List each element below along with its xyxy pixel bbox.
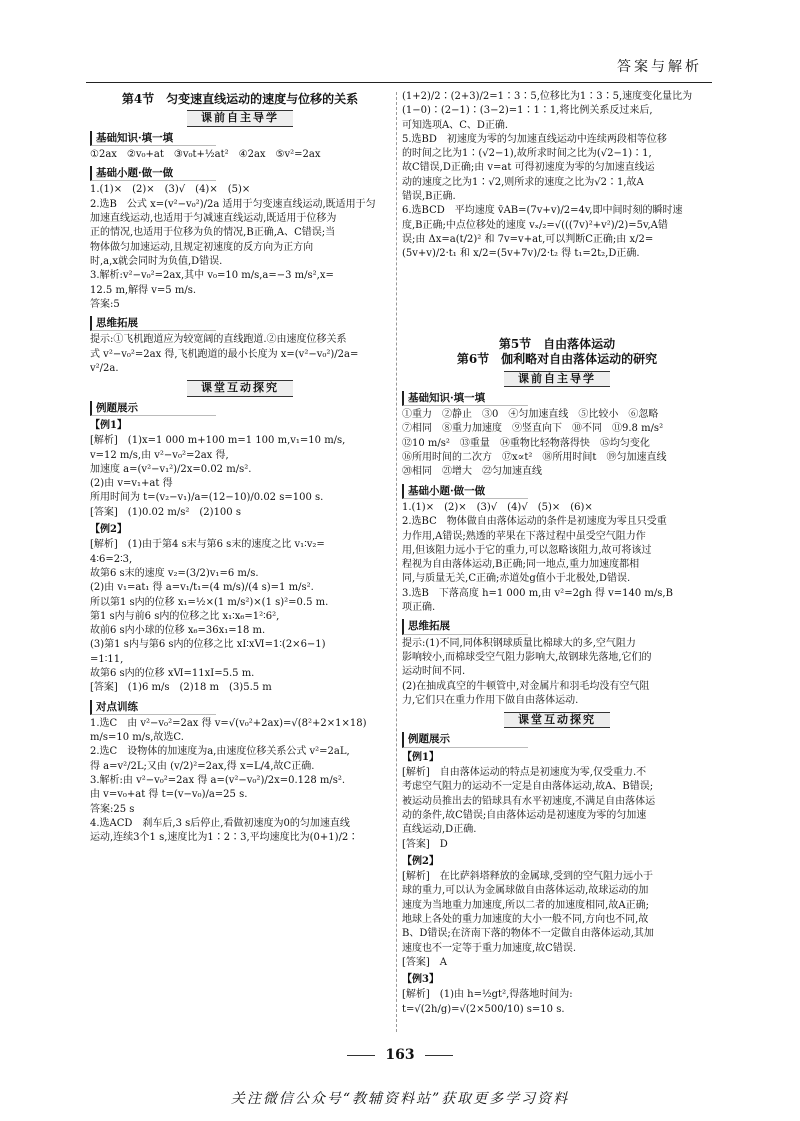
text-line: 故第6 s末的速度 v₂=(3/2)v₁=6 m/s. bbox=[90, 567, 259, 579]
text-line: 被运动员推出去的铅球具有水平初速度,不满足自由落体运 bbox=[402, 795, 656, 807]
thinking-answers-2 bbox=[402, 637, 712, 708]
text-line: B、D错误;在济南下落的物体不一定做自由落体运动,其加 bbox=[402, 928, 654, 940]
basic-small-heading: 基础小题·做一做 bbox=[90, 166, 216, 181]
continuation-answers bbox=[402, 90, 712, 262]
text-line: (3)第1 s内与第6 s内的位移之比 xⅠ∶xⅥ=1∶(2×6−1) bbox=[90, 639, 326, 651]
right-column-main bbox=[402, 336, 712, 1036]
thinking-answers bbox=[90, 333, 390, 376]
section-title-6: 第6节 伽利略对自由落体运动的研究 bbox=[456, 352, 658, 367]
example-heading: 例题展示 bbox=[90, 401, 216, 416]
text-line: 3.解析:v²−v₀²=2ax,其中 v₀=10 m/s,a=−3 m/s²,x= bbox=[90, 270, 334, 282]
drill-heading: 对点训练 bbox=[90, 700, 216, 715]
text-line: ①重力 ②静止 ③0 ④匀加速直线 ⑤比较小 ⑥忽略 bbox=[402, 409, 659, 421]
basic-small-answers-2 bbox=[402, 501, 712, 615]
text-line: 的时间之比为1∶(√2−1),故所求时间之比为(√2−1)∶1, bbox=[402, 148, 652, 160]
example-1-body bbox=[90, 434, 390, 520]
basic-small-answers bbox=[90, 183, 390, 312]
text-line: 4.选ACD 刹车后,3 s后停止,看做初速度为0的匀加速直线 bbox=[90, 817, 350, 829]
text-line: 5.选BD 初速度为零的匀加速直线运动中连续两段相等位移 bbox=[402, 133, 667, 145]
text-line: [答案] (1)6 m/s (2)18 m (3)5.5 m bbox=[90, 682, 272, 694]
text-line: 可知选项A、C、D正确. bbox=[402, 119, 509, 131]
text-line: 程视为自由落体运动,B正确;同一地点,重力加速度都相 bbox=[402, 559, 640, 571]
text-line: 速度为当地重力加速度,所以二者的加速度相同,故A正确; bbox=[402, 899, 649, 911]
left-column bbox=[90, 90, 390, 1040]
text-line: 故前6 s内小球的位移 x₆=36x₁=18 m. bbox=[90, 625, 266, 637]
example-1-body-2 bbox=[402, 766, 712, 852]
example-heading-2: 例题展示 bbox=[402, 732, 528, 747]
text-line: 力作用,A错误;熟透的苹果在下落过程中虽受空气阻力作 bbox=[402, 530, 646, 542]
text-line: (2)在抽成真空的牛顿管中,对金属片和羽毛均没有空气阻 bbox=[402, 680, 650, 692]
text-line: 6.选BCD 平均速度 v̄AB=(7v+v)/2=4v,即中间时刻的瞬时速 bbox=[402, 205, 683, 217]
text-line: 速度也不一定等于重力加速度,故C错误. bbox=[402, 942, 577, 954]
example-3-label: 【例3】 bbox=[402, 974, 439, 986]
column-divider bbox=[396, 92, 397, 1032]
text-line: 项正确. bbox=[402, 602, 436, 614]
text-line: 影响较小,而棉球受空气阻力影响大,故钢球先落地,它们的 bbox=[402, 651, 652, 663]
text-line: 2.选BC 物体做自由落体运动的条件是初速度为零且只受重 bbox=[402, 516, 667, 528]
text-line: [解析] 自由落体运动的特点是初速度为零,仅受重力.不 bbox=[402, 767, 647, 779]
page-number: 163 bbox=[0, 1047, 800, 1063]
text-line: 提示:(1)不同,同体积钢球质量比棉球大的多,空气阻力 bbox=[402, 637, 636, 649]
drill-body bbox=[90, 717, 390, 846]
text-line: 时,a,x就会同时为负值,D错误. bbox=[90, 255, 223, 267]
text-line: (5v+v)/2·t₁ 和 x/2=(5v+7v)/2·t₂ 得 t₁=2t₂,D正确. bbox=[402, 248, 640, 260]
text-line: 4∶6=2∶3, bbox=[90, 553, 133, 565]
text-line: 1.(1)× (2)× (3)√ (4)√ (5)× (6)× bbox=[402, 501, 593, 513]
example-3-body bbox=[402, 988, 712, 1017]
text-line: (1−0)∶(2−1)∶(3−2)=1∶1∶1,将比例关系反过来后, bbox=[402, 105, 653, 117]
text-line: 加速度 a=(v²−v₁²)/2x=0.02 m/s². bbox=[90, 463, 252, 475]
basic-knowledge-heading: 基础知识·填一填 bbox=[90, 131, 216, 146]
text-line: 动的速度之比为1∶√2,则所求的速度之比为√2∶1,故A bbox=[402, 176, 644, 188]
text-line: 误;由 Δx=a(t/2)² 和 7v=v+at,可以判断C正确;由 x/2= bbox=[402, 233, 654, 245]
text-line: 直线运动,D正确. bbox=[402, 824, 477, 836]
text-line: v=12 m/s,由 v²−v₀²=2ax 得, bbox=[90, 449, 229, 461]
text-line: 式 v²−v₀²=2ax 得,飞机跑道的最小长度为 x=(v²−v₀²)/2a= bbox=[90, 348, 359, 360]
text-line: 1.选C 由 v²−v₀²=2ax 得 v=√(v₀²+2ax)=√(8²+2×1×18) bbox=[90, 717, 367, 729]
text-line: 物体做匀加速运动,且规定初速度的反方向为正方向 bbox=[90, 241, 314, 253]
text-line: m/s=10 m/s,故选C. bbox=[90, 732, 184, 744]
header-title: 答案与解析 bbox=[617, 59, 702, 75]
text-line: 答案:25 s bbox=[90, 803, 135, 815]
text-line: 动的条件,故C错误;自由落体运动是初速度为零的匀加速 bbox=[402, 809, 647, 821]
example-2-label-2: 【例2】 bbox=[402, 855, 439, 867]
text-line: 正的情况,也适用于位移为负的情况,B正确,A、C错误;当 bbox=[90, 227, 336, 239]
text-line: t=√(2h/g)=√(2×500/10) s=10 s. bbox=[402, 1003, 565, 1015]
text-line: [答案] A bbox=[402, 956, 448, 968]
text-line: =1∶11, bbox=[90, 653, 124, 665]
text-line: 度,B正确;中点位移处的速度 vₓ/₂=√(((7v)²+v²)/2)=5v,A错 bbox=[402, 219, 668, 231]
text-line: 加速直线运动,也适用于匀减速直线运动,既适用于位移为 bbox=[90, 213, 337, 225]
text-line: (2)由 v₁=at₁ 得 a=v₁/t₁=(4 m/s)/(4 s)=1 m/s². bbox=[90, 582, 314, 594]
text-line: 第1 s内与前6 s内的位移之比 x₁∶x₆=1²∶6², bbox=[90, 610, 280, 622]
text-line: (2)由 v=v₁+at 得 bbox=[90, 478, 173, 490]
text-line: (1+2)/2∶(2+3)/2=1∶3∶5,位移比为1∶3∶5,速度变化量比为 bbox=[402, 91, 693, 102]
text-line: 用,但该阻力远小于它的重力,可以忽略该阻力,故可将该过 bbox=[402, 544, 652, 556]
example-1-label-2: 【例1】 bbox=[402, 751, 439, 763]
thinking-heading-2: 思维拓展 bbox=[402, 619, 528, 634]
example-1-label: 【例1】 bbox=[90, 419, 127, 431]
text-line: ⑦相同 ⑧重力加速度 ⑨竖直向下 ⑩不同 ⑪9.8 m/s² bbox=[402, 423, 664, 435]
text-line: 故C错误,D正确;由 v=at 可得初速度为零的匀加速直线运 bbox=[402, 162, 655, 174]
text-line: 2.选B 公式 x=(v²−v₀²)/2a 适用于匀变速直线运动,既适用于匀 bbox=[90, 198, 376, 210]
text-line: ⑫10 m/s² ⑬重量 ⑭重物比轻物落得快 ⑮均匀变化 bbox=[402, 437, 650, 449]
text-line: 所用时间为 t=(v₂−v₁)/a=(12−10)/0.02 s=100 s. bbox=[90, 492, 324, 504]
text-line: ⑯所用时间的二次方 ⑰x∝t² ⑱所用时间t ⑲匀加速直线 bbox=[402, 452, 667, 464]
banner-classroom-2: 课堂互动探究 bbox=[402, 712, 712, 728]
text-line: [解析] 在比萨斜塔释放的金属球,受到的空气阻力远小于 bbox=[402, 871, 653, 883]
text-line: 球的重力,可以认为金属球做自由落体运动,故球运动的加 bbox=[402, 885, 649, 897]
text-line: [解析] (1)x=1 000 m+100 m=1 100 m,v₁=10 m/s, bbox=[90, 435, 346, 447]
banner-preview-2: 课前自主导学 bbox=[402, 371, 712, 387]
example-2-label: 【例2】 bbox=[90, 524, 127, 536]
basic-knowledge-answers: ①2ax ②v₀+at ③v₀t+½at² ④2ax ⑤v²=2ax bbox=[90, 148, 321, 160]
text-line: v²/2a. bbox=[90, 363, 119, 375]
text-line: 答案:5 bbox=[90, 298, 120, 310]
text-line: [答案] (1)0.02 m/s² (2)100 s bbox=[90, 506, 241, 518]
example-2-body-2 bbox=[402, 870, 712, 970]
page-header bbox=[86, 52, 712, 83]
text-line: 地球上各处的重力加速度的大小一般不同,方向也不同,故 bbox=[402, 913, 649, 925]
text-line: 1.(1)× (2)× (3)√ (4)× (5)× bbox=[90, 184, 251, 196]
text-line: [解析] (1)由于第4 s末与第6 s末的速度之比 v₁∶v₂= bbox=[90, 539, 325, 551]
fill-answers bbox=[402, 408, 712, 479]
text-line: 力,它们只在重力作用下做自由落体运动. bbox=[402, 694, 579, 706]
text-line: 同,与质量无关,C正确;赤道处g值小于北极处,D错误. bbox=[402, 573, 631, 585]
section-title-5: 第5节 自由落体运动 bbox=[498, 337, 616, 351]
basic-knowledge-heading-2: 基础知识·填一填 bbox=[402, 391, 528, 406]
text-line: 12.5 m,解得 v=5 m/s. bbox=[90, 284, 197, 296]
text-line: 得 a=v²/2L;又由 (v/2)²=2ax,得 x=L/4,故C正确. bbox=[90, 760, 315, 772]
text-line: 运动,连续3个1 s,速度比为1∶2∶3,平均速度比为(0+1)/2∶ bbox=[90, 832, 359, 844]
text-line: [解析] (1)由 h=½gt²,得落地时间为: bbox=[402, 989, 573, 1001]
text-line: 错误,B正确. bbox=[402, 191, 456, 203]
banner-preview: 课前自主导学 bbox=[90, 110, 390, 126]
text-line: 考虑空气阻力的运动不一定是自由落体运动,故A、B错误; bbox=[402, 781, 654, 793]
text-line: 运动时间不同. bbox=[402, 666, 466, 678]
text-line: 所以第1 s内的位移 x₁=½×(1 m/s²)×(1 s)²=0.5 m. bbox=[90, 596, 329, 608]
text-line: 故第6 s内的位移 xⅥ=11xⅠ=5.5 m. bbox=[90, 667, 255, 679]
section-title-4: 第4节 匀变速直线运动的速度与位移的关系 bbox=[121, 92, 359, 106]
banner-classroom: 课堂互动探究 bbox=[90, 380, 390, 396]
text-line: 3.解析:由 v²−v₀²=2ax 得 a=(v²−v₀²)/2x=0.128 m/s². bbox=[90, 775, 346, 787]
text-line: [答案] D bbox=[402, 838, 448, 850]
footer-note: 关注微信公众号“教辅资料站”获取更多学习资料 bbox=[230, 1091, 570, 1107]
text-line: 3.选B 下落高度 h=1 000 m,由 v²=2gh 得 v=140 m/s,B bbox=[402, 587, 673, 599]
thinking-heading: 思维拓展 bbox=[90, 316, 216, 331]
text-line: 由 v=v₀+at 得 t=(v−v₀)/a=25 s. bbox=[90, 789, 248, 801]
example-2-body bbox=[90, 538, 390, 695]
text-line: 提示:①飞机跑道应为较宽阔的直线跑道.②由速度位移关系 bbox=[90, 334, 347, 346]
text-line: ⑳相同 ㉑增大 ㉒匀加速直线 bbox=[402, 466, 542, 478]
text-line: 2.选C 设物体的加速度为a,由速度位移关系公式 v²=2aL, bbox=[90, 746, 350, 758]
basic-small-heading-2: 基础小题·做一做 bbox=[402, 484, 528, 499]
